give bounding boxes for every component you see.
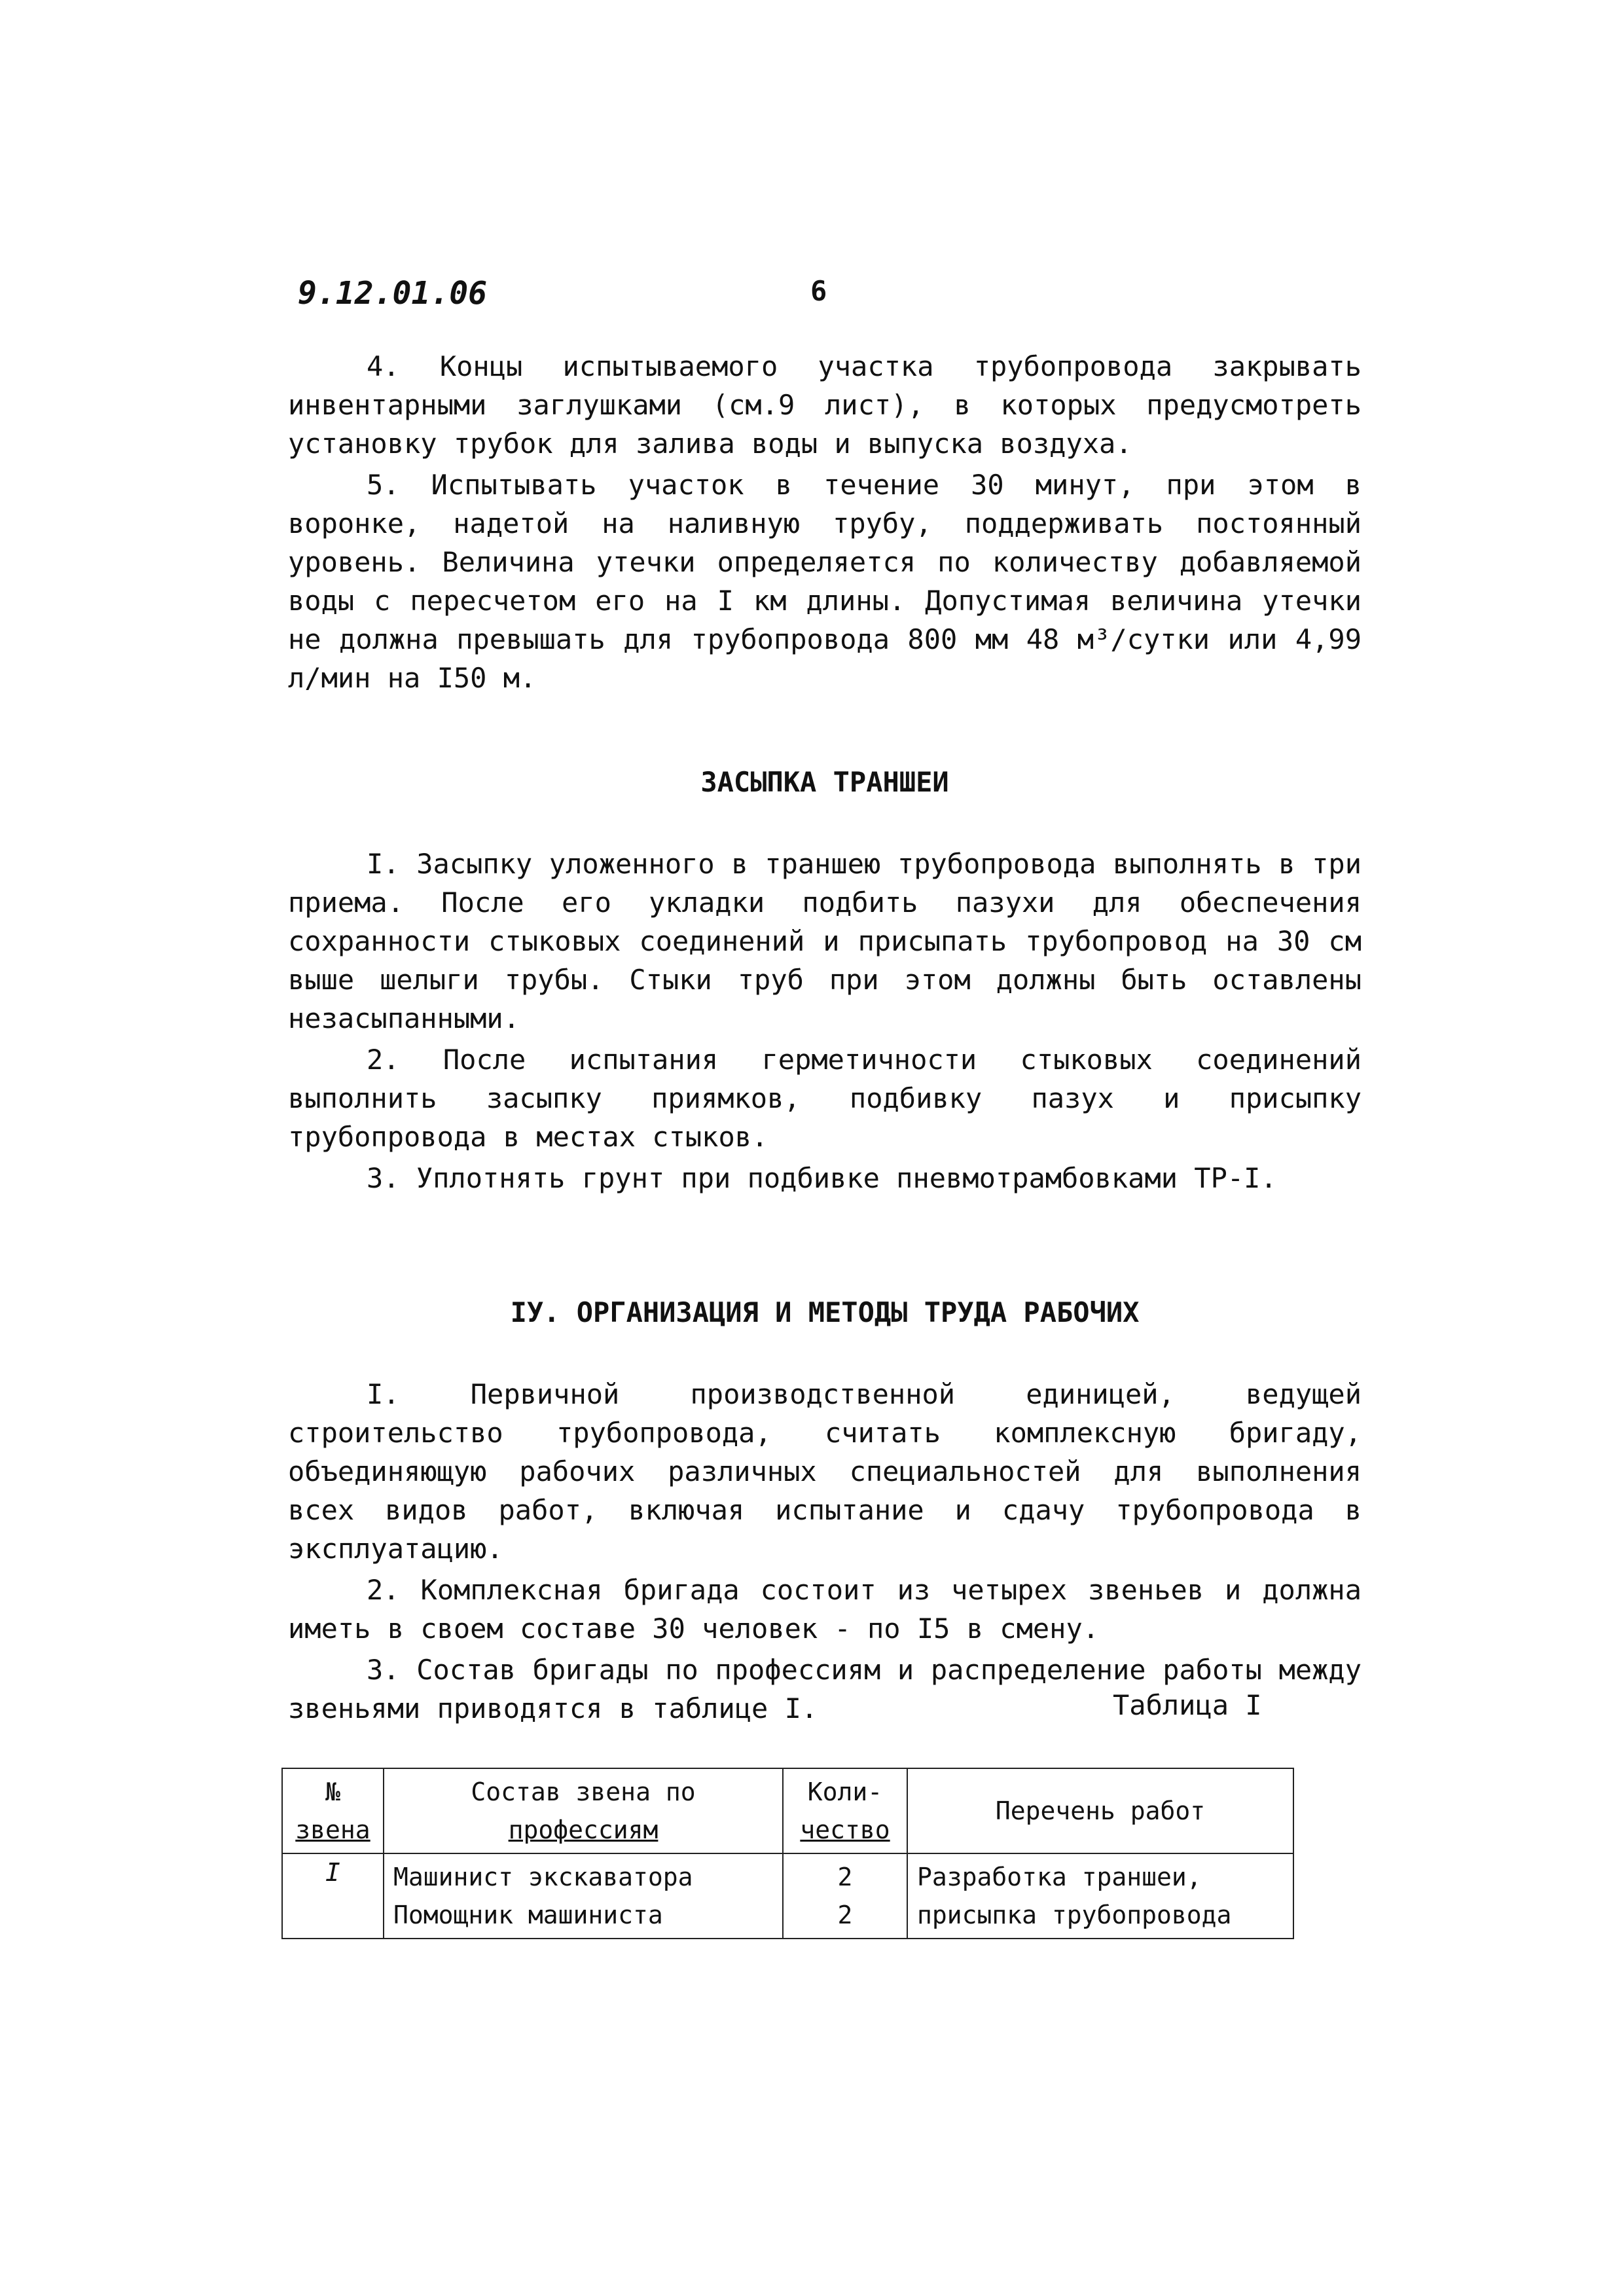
header-unit-line1: №	[325, 1777, 340, 1806]
document-code: 9.12.01.06	[298, 275, 487, 312]
header-prof-line1: Состав звена по	[471, 1777, 696, 1806]
header-unit-line2: звена	[295, 1815, 370, 1844]
count-1: 2	[837, 1863, 853, 1891]
work-1: Разработка траншеи,	[917, 1863, 1202, 1891]
organization-section	[288, 1375, 1362, 1730]
header-professions	[384, 1768, 783, 1853]
crew-table	[281, 1768, 1294, 1939]
header-count-line1: Коли-	[807, 1777, 883, 1806]
page-number: 6	[810, 275, 827, 307]
header-unit-number	[282, 1768, 384, 1853]
org-paragraph-1: I. Первичной производственной единицей, ведущей строительство трубопровода, считать комплексную бригаду, объединяющую рабочих различных специальностей для выполнения всех видов работ, включая испытание и сдачу трубопровода в эксплуатацию.	[288, 1378, 1362, 1565]
row-counts	[783, 1853, 907, 1939]
backfill-section	[288, 845, 1362, 1200]
row-works	[907, 1853, 1293, 1939]
table-caption: Таблица I	[1113, 1689, 1262, 1721]
test-section	[288, 347, 1362, 700]
header-count-line2: чество	[800, 1815, 890, 1844]
backfill-heading: ЗАСЫПКА ТРАНШЕИ	[700, 766, 949, 798]
header-count	[783, 1768, 907, 1853]
table-header-row	[282, 1768, 1293, 1853]
header-works	[907, 1768, 1293, 1853]
row-unit	[282, 1853, 384, 1939]
profession-1: Машинист экскаватора	[393, 1863, 693, 1891]
work-2: присыпка трубопровода	[917, 1901, 1232, 1929]
org-paragraph-2: 2. Комплексная бригада состоит из четырех звеньев и должна иметь в своем составе 30 человек - по I5 в смену.	[288, 1574, 1362, 1645]
paragraph-4: 4. Концы испытываемого участка трубопровода закрывать инвентарными заглушками (см.9 лист), в которых предусмотреть установку трубок для залива воды и выпуска воздуха.	[288, 350, 1362, 460]
row-professions	[384, 1853, 783, 1939]
backfill-paragraph-3: 3. Уплотнять грунт при подбивке пневмотрамбовками ТР-I.	[367, 1162, 1277, 1194]
org-paragraph-3: 3. Состав бригады по профессиям и распределение работы между звеньями приводятся в таблице I.	[288, 1654, 1362, 1724]
table-row	[282, 1853, 1293, 1939]
backfill-paragraph-1: I. Засыпку уложенного в траншею трубопровода выполнять в три приема. После его укладки подбить пазухи для обеспечения сохранности стыковых соединений и присыпать трубопровод на 30 см выше шелыги трубы. Стыки труб при этом должны быть оставлены незасыпанными.	[288, 848, 1362, 1034]
unit-number: I	[325, 1858, 340, 1887]
backfill-paragraph-2: 2. После испытания герметичности стыковых соединений выполнить засыпку приямков, подбивку пазух и присыпку трубопровода в местах стыков.	[288, 1044, 1362, 1153]
header-prof-line2: профессиям	[508, 1815, 659, 1844]
header-works-label: Перечень работ	[995, 1796, 1206, 1825]
paragraph-5: 5. Испытывать участок в течение 30 минут, при этом в воронке, надетой на наливную трубу, поддерживать постоянный уровень. Величина утечки определяется по количеству добавляемой воды с пересчетом его на I км длины. Допустимая величина утечки не должна превышать для трубопровода 800 мм 48 м³/сутки или 4,99 л/мин на I50 м.	[288, 469, 1362, 694]
organization-heading: IУ. ОРГАНИЗАЦИЯ И МЕТОДЫ ТРУДА РАБОЧИХ	[510, 1296, 1140, 1328]
profession-2: Помощник машиниста	[393, 1901, 663, 1929]
count-2: 2	[837, 1901, 853, 1929]
